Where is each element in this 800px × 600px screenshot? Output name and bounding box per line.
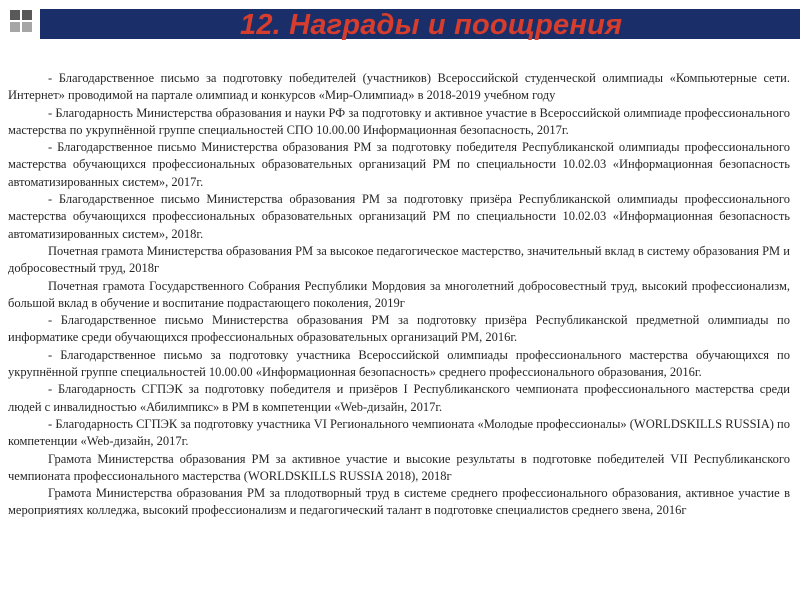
corner-square-4 (22, 22, 32, 32)
award-paragraph: Грамота Министерства образования РМ за плодотворный труд в системе среднего профессионального образования, активное участие в мероприятиях колледжа, высокий профессионализм и педагогический талант в подготовке специалистов среднего звена, 2016г (8, 486, 790, 518)
slide-title: 12. Награды и поощрения (240, 9, 623, 41)
award-paragraph: - Благодарственное письмо Министерства образования РМ за подготовку призёра Республиканской предметной олимпиады по информатике среди обучающихся профессиональных образовательных организаций РМ, 2016г. (8, 313, 790, 345)
corner-square-3 (10, 22, 20, 32)
award-paragraph: Почетная грамота Государственного Собрания Республики Мордовия за многолетний добросовестный труд, высокий профессионализм, большой вклад в обучение и воспитание подрастающего поколения, 2019г (8, 278, 790, 310)
award-paragraph: - Благодарность СГПЭК за подготовку участника VI Регионального чемпионата «Молодые профессионалы» (WORLDSKILLS RUSSIA) по компетенции «Web-дизайн, 2017г. (8, 416, 790, 449)
awards-list (8, 70, 790, 520)
award-paragraph: - Благодарность СГПЭК за подготовку победителя и призёров I Республиканского чемпионата профессионального мастерства среди людей с инвалидностью «Абилимпикс» в РМ в компетенции «Web-дизайн, 2017г. (8, 382, 790, 414)
award-paragraph: - Благодарность Министерства образования и науки РФ за подготовку и активное участие в Всероссийской олимпиаде профессионального мастерства по укрупнённой группе специальностей СПО 10.00.00 Информационная безопасность, 2017г. (8, 105, 790, 137)
award-paragraph: Грамота Министерства образования РМ за активное участие и высокие результаты в подготовке победителей VII Республиканского чемпионата профессионального мастерства (WORLDSKILLS RUSSIA 2018), 2018г (8, 451, 790, 483)
award-paragraph: - Благодарственное письмо за подготовку победителей (участников) Всероссийской студенческой олимпиады «Компьютерные сети. Интернет» проводимой на партале олимпиад и конкурсов «Мир-Олимпиад» в 2018-2019 учебном году (8, 71, 790, 103)
award-paragraph: Почетная грамота Министерства образования РМ за высокое педагогическое мастерство, значительный вклад в систему образования РМ и добросовестный труд, 2018г (8, 243, 790, 276)
award-paragraph: - Благодарственное письмо за подготовку участника Всероссийской олимпиады профессионального мастерства обучающихся по укрупнённой группе специальностей 10.00.00 «Информационная безопасность» среднего профессионального образования, 2016г. (8, 347, 790, 380)
award-paragraph: - Благодарственное письмо Министерства образования РМ за подготовку победителя Республиканской олимпиады профессионального мастерства обучающихся профессиональных образовательных организаций РМ по специальности 10.02.03 «Информационная безопасность автоматизированных систем», 2017г. (8, 140, 790, 189)
corner-square-1 (10, 10, 20, 20)
corner-square-2 (22, 10, 32, 20)
award-paragraph: - Благодарственное письмо Министерства образования РМ за подготовку призёра Республиканской олимпиады профессионального мастерства обучающихся профессиональных образовательных организаций РМ по специальности 10.02.03 «Информационная безопасность автоматизированных систем», 2018г. (8, 192, 790, 241)
